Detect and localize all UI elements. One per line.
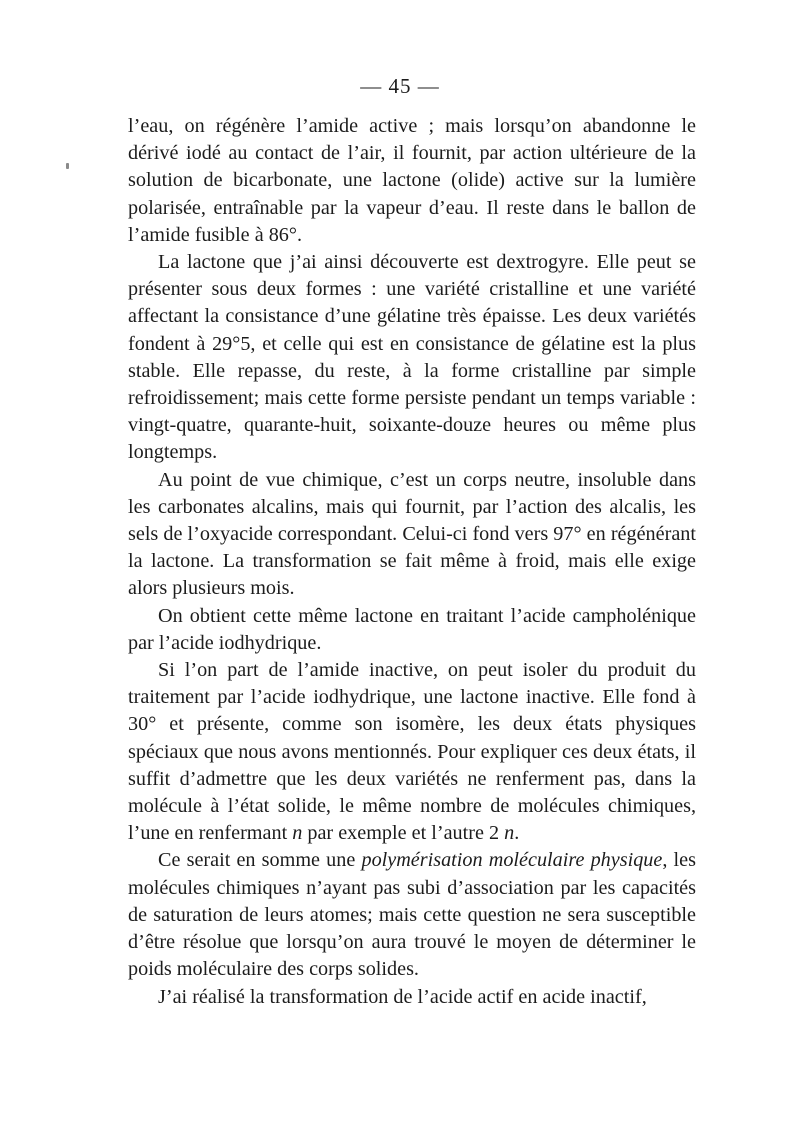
paragraph-2: La lactone que j’ai ainsi découverte est dextrogyre. Elle peut se présenter sous deux formes : une variété cristalline et une variété affectant la consistance d’une gélatine très épaisse. Les deux variétés fondent à 29°5, et celle qui est en consistance de gélatine est la plus stable. Elle repasse, du reste, à la forme cristalline par simple refroidissement; mais cette forme persiste pendant un temps variable : vingt-quatre, quarante-huit, soixante-douze heures ou même plus longtemps. <box>128 251 696 464</box>
paragraph-5-text-middle: par exemple et l’autre 2 <box>302 822 505 845</box>
paragraph-4: On obtient cette même lactone en traitant l’acide campholénique par l’acide iodhydrique. <box>128 604 696 654</box>
paragraph-1: l’eau, on régénère l’amide active ; mais lorsqu’on abandonne le dérivé iodé au contact de l’air, il fournit, par action ultérieure de la solution de bicarbonate, une lactone (olide) active sur la lumière polarisée, entraînable par la vapeur d’eau. Il reste dans le ballon de l’amide fusible à 86°. <box>128 115 696 246</box>
paragraph-3: Au point de vue chimique, c’est un corps neutre, insoluble dans les carbonates alcalins, mais qui fournit, par l’action des alcalis, les sels de l’oxyacide correspondant. Celui-ci fond vers 97° en régénérant la lactone. La transformation se fait même à froid, mais elle exige alors plusieurs mois. <box>128 468 696 600</box>
paragraph-6-text-after: , les molécules chimiques n’ayant pas subi d’association par les capacités de saturation de leurs atomes; mais cette question ne sera susceptible d’être résolue que lorsqu’on aura trouvé le moyen de déterminer le poids moléculaire des corps solides. <box>128 849 696 981</box>
paragraph-5-italic-n2: n <box>504 822 515 845</box>
paragraph-5-italic-n1: n <box>292 822 303 845</box>
paragraph-5 <box>128 657 696 847</box>
paragraph-6 <box>128 847 696 983</box>
paragraph-6-text-before: Ce serait en somme une <box>158 849 362 872</box>
page-number: — 45 — <box>360 74 440 98</box>
paragraph-5-text-before: Si l’on part de l’amide inactive, on peut isoler du produit du traitement par l’acide iodhydrique, une lactone inactive. Elle fond à 30° et présente, comme son isomère, les deux états physiques spéciaux que nous avons mentionnés. Pour expliquer ces deux états, il suffit d’admettre que les deux variétés ne renferment pas, dans la molécule à l’état solide, le même nombre de molécules chimiques, l’une en renfermant <box>128 659 696 845</box>
paragraph-5-text-after: . <box>514 822 520 845</box>
paragraph-6-italic-term: polymérisation moléculaire physique <box>361 849 663 872</box>
paragraph-7: J’ai réalisé la transformation de l’acide actif en acide inactif, <box>158 985 647 1008</box>
margin-speck <box>66 163 69 169</box>
body-text <box>128 113 696 1011</box>
